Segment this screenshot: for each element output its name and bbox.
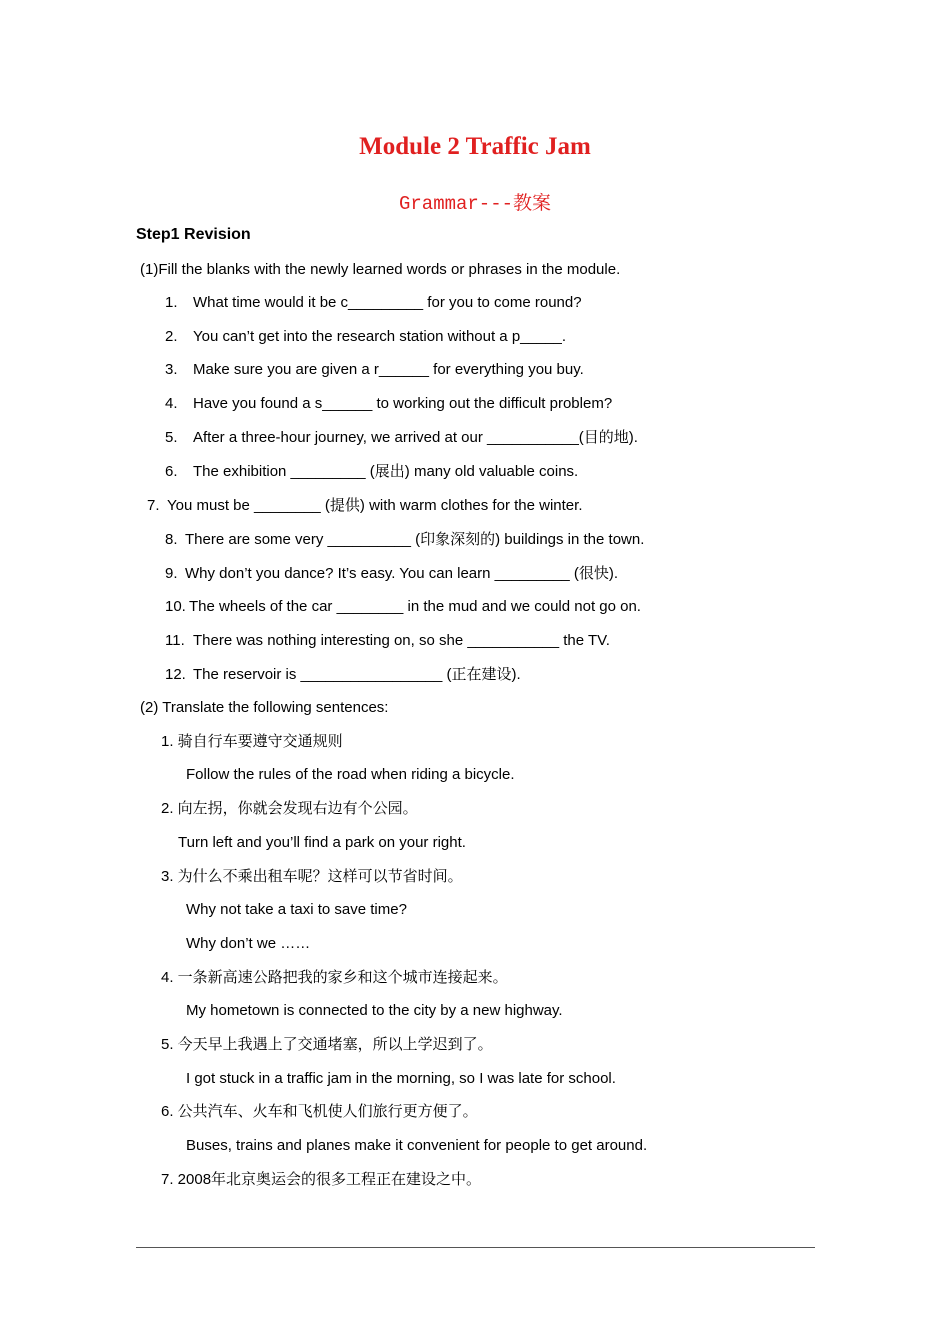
item-text: After a three-hour journey, we arrived at our ___________(目的地). [193, 429, 638, 446]
translate-answer-1: Follow the rules of the road when riding a bicycle. [186, 766, 515, 783]
item-text: There are some very __________ (印象深刻的) buildings in the town. [185, 531, 645, 548]
translate-prompt-3: 3. 为什么不乘出租车呢？这样可以节省时间。 [161, 868, 463, 885]
translate-answer-4: My hometown is connected to the city by a new highway. [186, 1002, 563, 1019]
item-number: 11. [165, 632, 185, 649]
fill-item-2 [165, 327, 566, 347]
item-text: Why don’t you dance? It’s easy. You can learn _________ (很快). [185, 565, 619, 582]
item-text: The exhibition _________ (展出) many old valuable coins. [193, 463, 579, 480]
step1-heading: Step1 Revision [136, 226, 251, 243]
item-number: 7. [147, 497, 160, 514]
part1-instruction: (1)Fill the blanks with the newly learned words or phrases in the module. [140, 261, 621, 278]
fill-item-1 [165, 293, 582, 313]
translate-answer-6: Buses, trains and planes make it convenient for people to get around. [186, 1137, 648, 1154]
fill-item-8 [165, 530, 644, 550]
item-text: The wheels of the car ________ in the mud and we could not go on. [189, 598, 641, 615]
page-title: Module 2 Traffic Jam [359, 133, 591, 160]
translate-answer-3a: Why not take a taxi to save time? [186, 901, 407, 918]
translate-prompt-6: 6. 公共汽车、火车和飞机使人们旅行更方便了。 [161, 1103, 478, 1120]
part2-instruction: (2) Translate the following sentences: [140, 699, 389, 716]
item-number: 12. [165, 666, 186, 683]
translate-answer-3b: Why don’t we …… [186, 935, 311, 952]
fill-item-7 [147, 496, 582, 516]
translate-answer-2: Turn left and you’ll find a park on your right. [178, 834, 466, 851]
fill-item-10 [165, 597, 641, 617]
item-text: You can’t get into the research station without a p_____. [193, 328, 567, 345]
translate-prompt-2: 2. 向左拐，你就会发现右边有个公园。 [161, 800, 418, 817]
translate-prompt-4: 4. 一条新高速公路把我的家乡和这个城市连接起来。 [161, 969, 508, 986]
item-number: 3. [165, 361, 178, 378]
page-subtitle: Grammar---教案 [398, 193, 552, 215]
item-text: There was nothing interesting on, so she ___________ the TV. [193, 632, 610, 649]
item-number: 4. [165, 395, 178, 412]
item-text: Have you found a s______ to working out the difficult problem? [193, 395, 613, 412]
item-text: What time would it be c_________ for you to come round? [193, 294, 582, 311]
translate-prompt-1: 1. 骑自行车要遵守交通规则 [161, 733, 343, 750]
item-text: The reservoir is _________________ (正在建设). [193, 666, 521, 683]
item-text: You must be ________ (提供) with warm clothes for the winter. [167, 497, 583, 514]
item-number: 8. [165, 531, 178, 548]
translate-answer-5: I got stuck in a traffic jam in the morning, so I was late for school. [186, 1070, 616, 1087]
fill-item-3 [165, 360, 584, 380]
item-text: Make sure you are given a r______ for everything you buy. [193, 361, 584, 378]
fill-item-4 [165, 394, 612, 414]
item-number: 1. [165, 294, 178, 311]
item-number: 9. [165, 565, 178, 582]
footer-rule [136, 1247, 815, 1248]
fill-item-5 [165, 428, 638, 448]
fill-item-11 [165, 631, 610, 651]
fill-item-6 [165, 462, 578, 482]
translate-prompt-5: 5. 今天早上我遇上了交通堵塞，所以上学迟到了。 [161, 1036, 493, 1053]
item-number: 2. [165, 328, 178, 345]
translate-prompt-7: 7. 2008年北京奥运会的很多工程正在建设之中。 [161, 1171, 482, 1188]
item-number: 5. [165, 429, 178, 446]
fill-item-9 [165, 564, 618, 584]
fill-item-12 [165, 665, 521, 685]
item-number: 6. [165, 463, 178, 480]
item-number: 10. [165, 598, 186, 615]
